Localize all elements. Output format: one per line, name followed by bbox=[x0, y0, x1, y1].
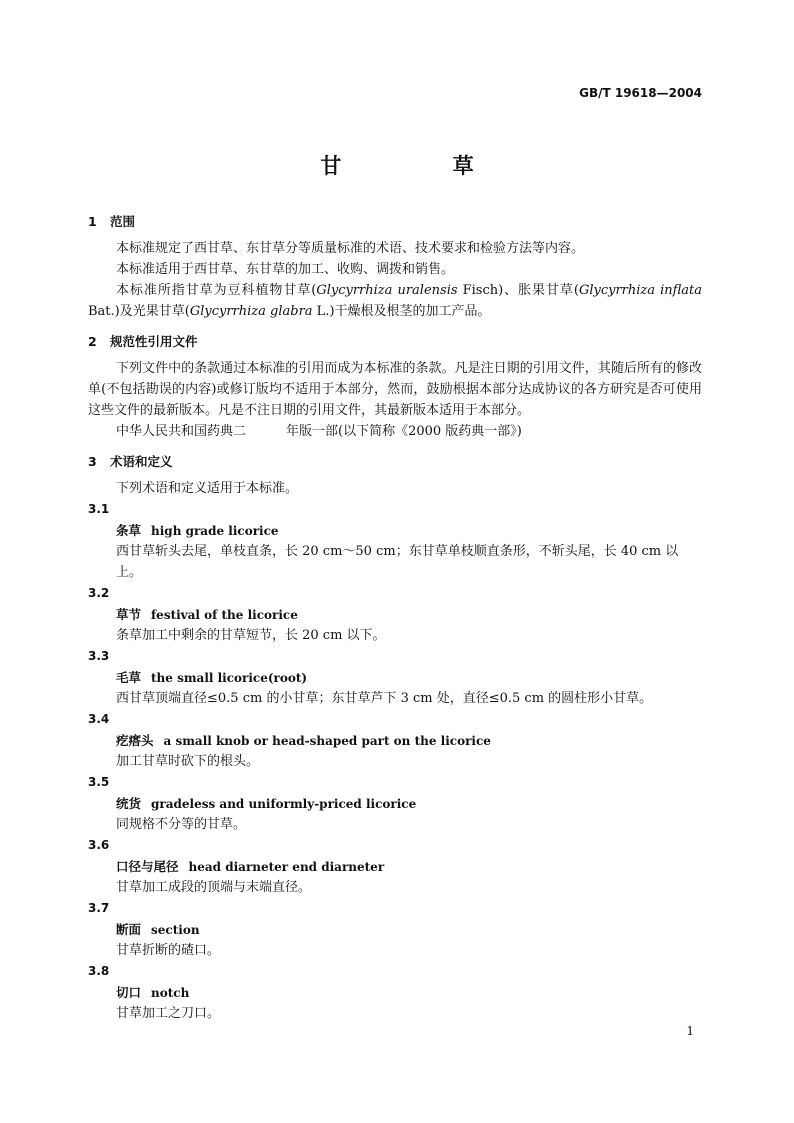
term-number: 3.7 bbox=[88, 901, 110, 915]
latin-name: Glycyrrhiza uralensis bbox=[316, 283, 458, 298]
term-number: 3.3 bbox=[88, 649, 110, 663]
term-heading bbox=[88, 667, 702, 688]
term-entry bbox=[88, 898, 702, 961]
term-heading bbox=[88, 520, 702, 541]
term-entry bbox=[88, 835, 702, 898]
term-english: head diarneter end diarneter bbox=[188, 860, 385, 874]
term-chinese: 断面 bbox=[116, 922, 142, 937]
term-definition: 甘草加工之刀口。 bbox=[116, 1006, 221, 1021]
term-entry bbox=[88, 961, 702, 1024]
latin-name: Glycyrrhiza glabra bbox=[189, 304, 313, 319]
term-number: 3.8 bbox=[88, 964, 110, 978]
section-number: 3 bbox=[88, 454, 97, 469]
term-heading bbox=[88, 919, 702, 940]
page-number: 1 bbox=[686, 1024, 694, 1038]
term-chinese: 条草 bbox=[116, 523, 142, 538]
term-number: 3.2 bbox=[88, 586, 110, 600]
term-chinese: 口径与尾径 bbox=[116, 859, 179, 874]
text-run: 本标准所指甘草为豆科植物甘草( bbox=[116, 283, 317, 298]
term-english: the small licorice(root) bbox=[151, 671, 308, 685]
latin-name: Glycyrrhiza inflata bbox=[578, 283, 703, 298]
term-entry bbox=[88, 709, 702, 772]
section-heading-terms bbox=[88, 452, 702, 472]
term-chinese: 疙瘩头 bbox=[116, 733, 154, 748]
text-run: Fisch)、胀果甘草( bbox=[457, 283, 579, 298]
term-heading bbox=[88, 604, 702, 625]
term-entry bbox=[88, 646, 702, 709]
section-title: 规范性引用文件 bbox=[110, 334, 198, 349]
section-heading-normative-references bbox=[88, 332, 702, 352]
document-body bbox=[88, 212, 702, 1024]
term-chinese: 毛草 bbox=[116, 670, 142, 685]
term-english: notch bbox=[151, 986, 190, 1000]
section-heading-scope bbox=[88, 212, 702, 232]
section-title: 术语和定义 bbox=[110, 454, 173, 469]
terms-intro: 下列术语和定义适用于本标准。 bbox=[116, 481, 299, 496]
term-english: section bbox=[151, 923, 200, 937]
term-chinese: 统货 bbox=[116, 796, 142, 811]
term-number: 3.5 bbox=[88, 775, 110, 789]
term-definition: 条草加工中剩余的甘草短节，长 20 cm 以下。 bbox=[116, 628, 386, 643]
term-english: high grade licorice bbox=[151, 524, 279, 538]
scope-paragraph-1: 本标准规定了西甘草、东甘草分等质量标准的术语、技术要求和检验方法等内容。 bbox=[116, 241, 585, 256]
term-number: 3.6 bbox=[88, 838, 110, 852]
standard-code: GB/T 19618—2004 bbox=[579, 86, 702, 100]
term-definition: 甘草折断的碴口。 bbox=[116, 943, 221, 958]
term-english: gradeless and uniformly-priced licorice bbox=[151, 797, 417, 811]
term-english: festival of the licorice bbox=[151, 608, 298, 622]
scope-paragraph-3 bbox=[88, 280, 702, 322]
term-entry bbox=[88, 772, 702, 835]
term-heading bbox=[88, 982, 702, 1003]
term-definition: 西甘草斩头去尾，单枝直条，长 20 cm～50 cm；东甘草单枝顺直条形，不斩头尾，长 40 cm 以上。 bbox=[116, 544, 679, 580]
section-number: 2 bbox=[88, 334, 97, 349]
term-english: a small knob or head-shaped part on the licorice bbox=[163, 734, 491, 748]
term-number: 3.1 bbox=[88, 502, 110, 516]
term-chinese: 切口 bbox=[116, 985, 142, 1000]
document-title: 甘 草 bbox=[320, 154, 526, 178]
references-paragraph: 下列文件中的条款通过本标准的引用而成为本标准的条款。凡是注日期的引用文件，其随后所有的修改单(不包括勘误的内容)或修订版均不适用于本部分，然而，鼓励根据本部分达成协议的各方研究是否可使用这些文件的最新版本。凡是不注日期的引用文件，其最新版本适用于本部分。 bbox=[88, 361, 702, 418]
text-run: Bat.)及光果甘草( bbox=[88, 304, 190, 319]
term-definition: 甘草加工成段的顶端与末端直径。 bbox=[116, 880, 312, 895]
term-definition: 同规格不分等的甘草。 bbox=[116, 817, 247, 832]
text-run: 年版一部(以下简称《2000 版药典一部》) bbox=[286, 424, 522, 439]
term-heading bbox=[88, 793, 702, 814]
section-title: 范围 bbox=[110, 214, 136, 229]
term-entry bbox=[88, 583, 702, 646]
scope-paragraph-2: 本标准适用于西甘草、东甘草的加工、收购、调拨和销售。 bbox=[116, 262, 455, 277]
term-chinese: 草节 bbox=[116, 607, 142, 622]
term-definition: 加工甘草时砍下的根头。 bbox=[116, 754, 260, 769]
reference-item bbox=[88, 421, 702, 442]
text-run: L.)干燥根及根茎的加工产品。 bbox=[312, 304, 491, 319]
term-number: 3.4 bbox=[88, 712, 110, 726]
term-heading bbox=[88, 856, 702, 877]
term-entry bbox=[88, 499, 702, 583]
section-number: 1 bbox=[88, 214, 97, 229]
term-definition: 西甘草顶端直径≤0.5 cm 的小甘草；东甘草芦下 3 cm 处，直径≤0.5 cm 的圆柱形小甘草。 bbox=[116, 691, 653, 706]
term-heading bbox=[88, 730, 702, 751]
text-run: 中华人民共和国药典二 bbox=[116, 424, 247, 439]
